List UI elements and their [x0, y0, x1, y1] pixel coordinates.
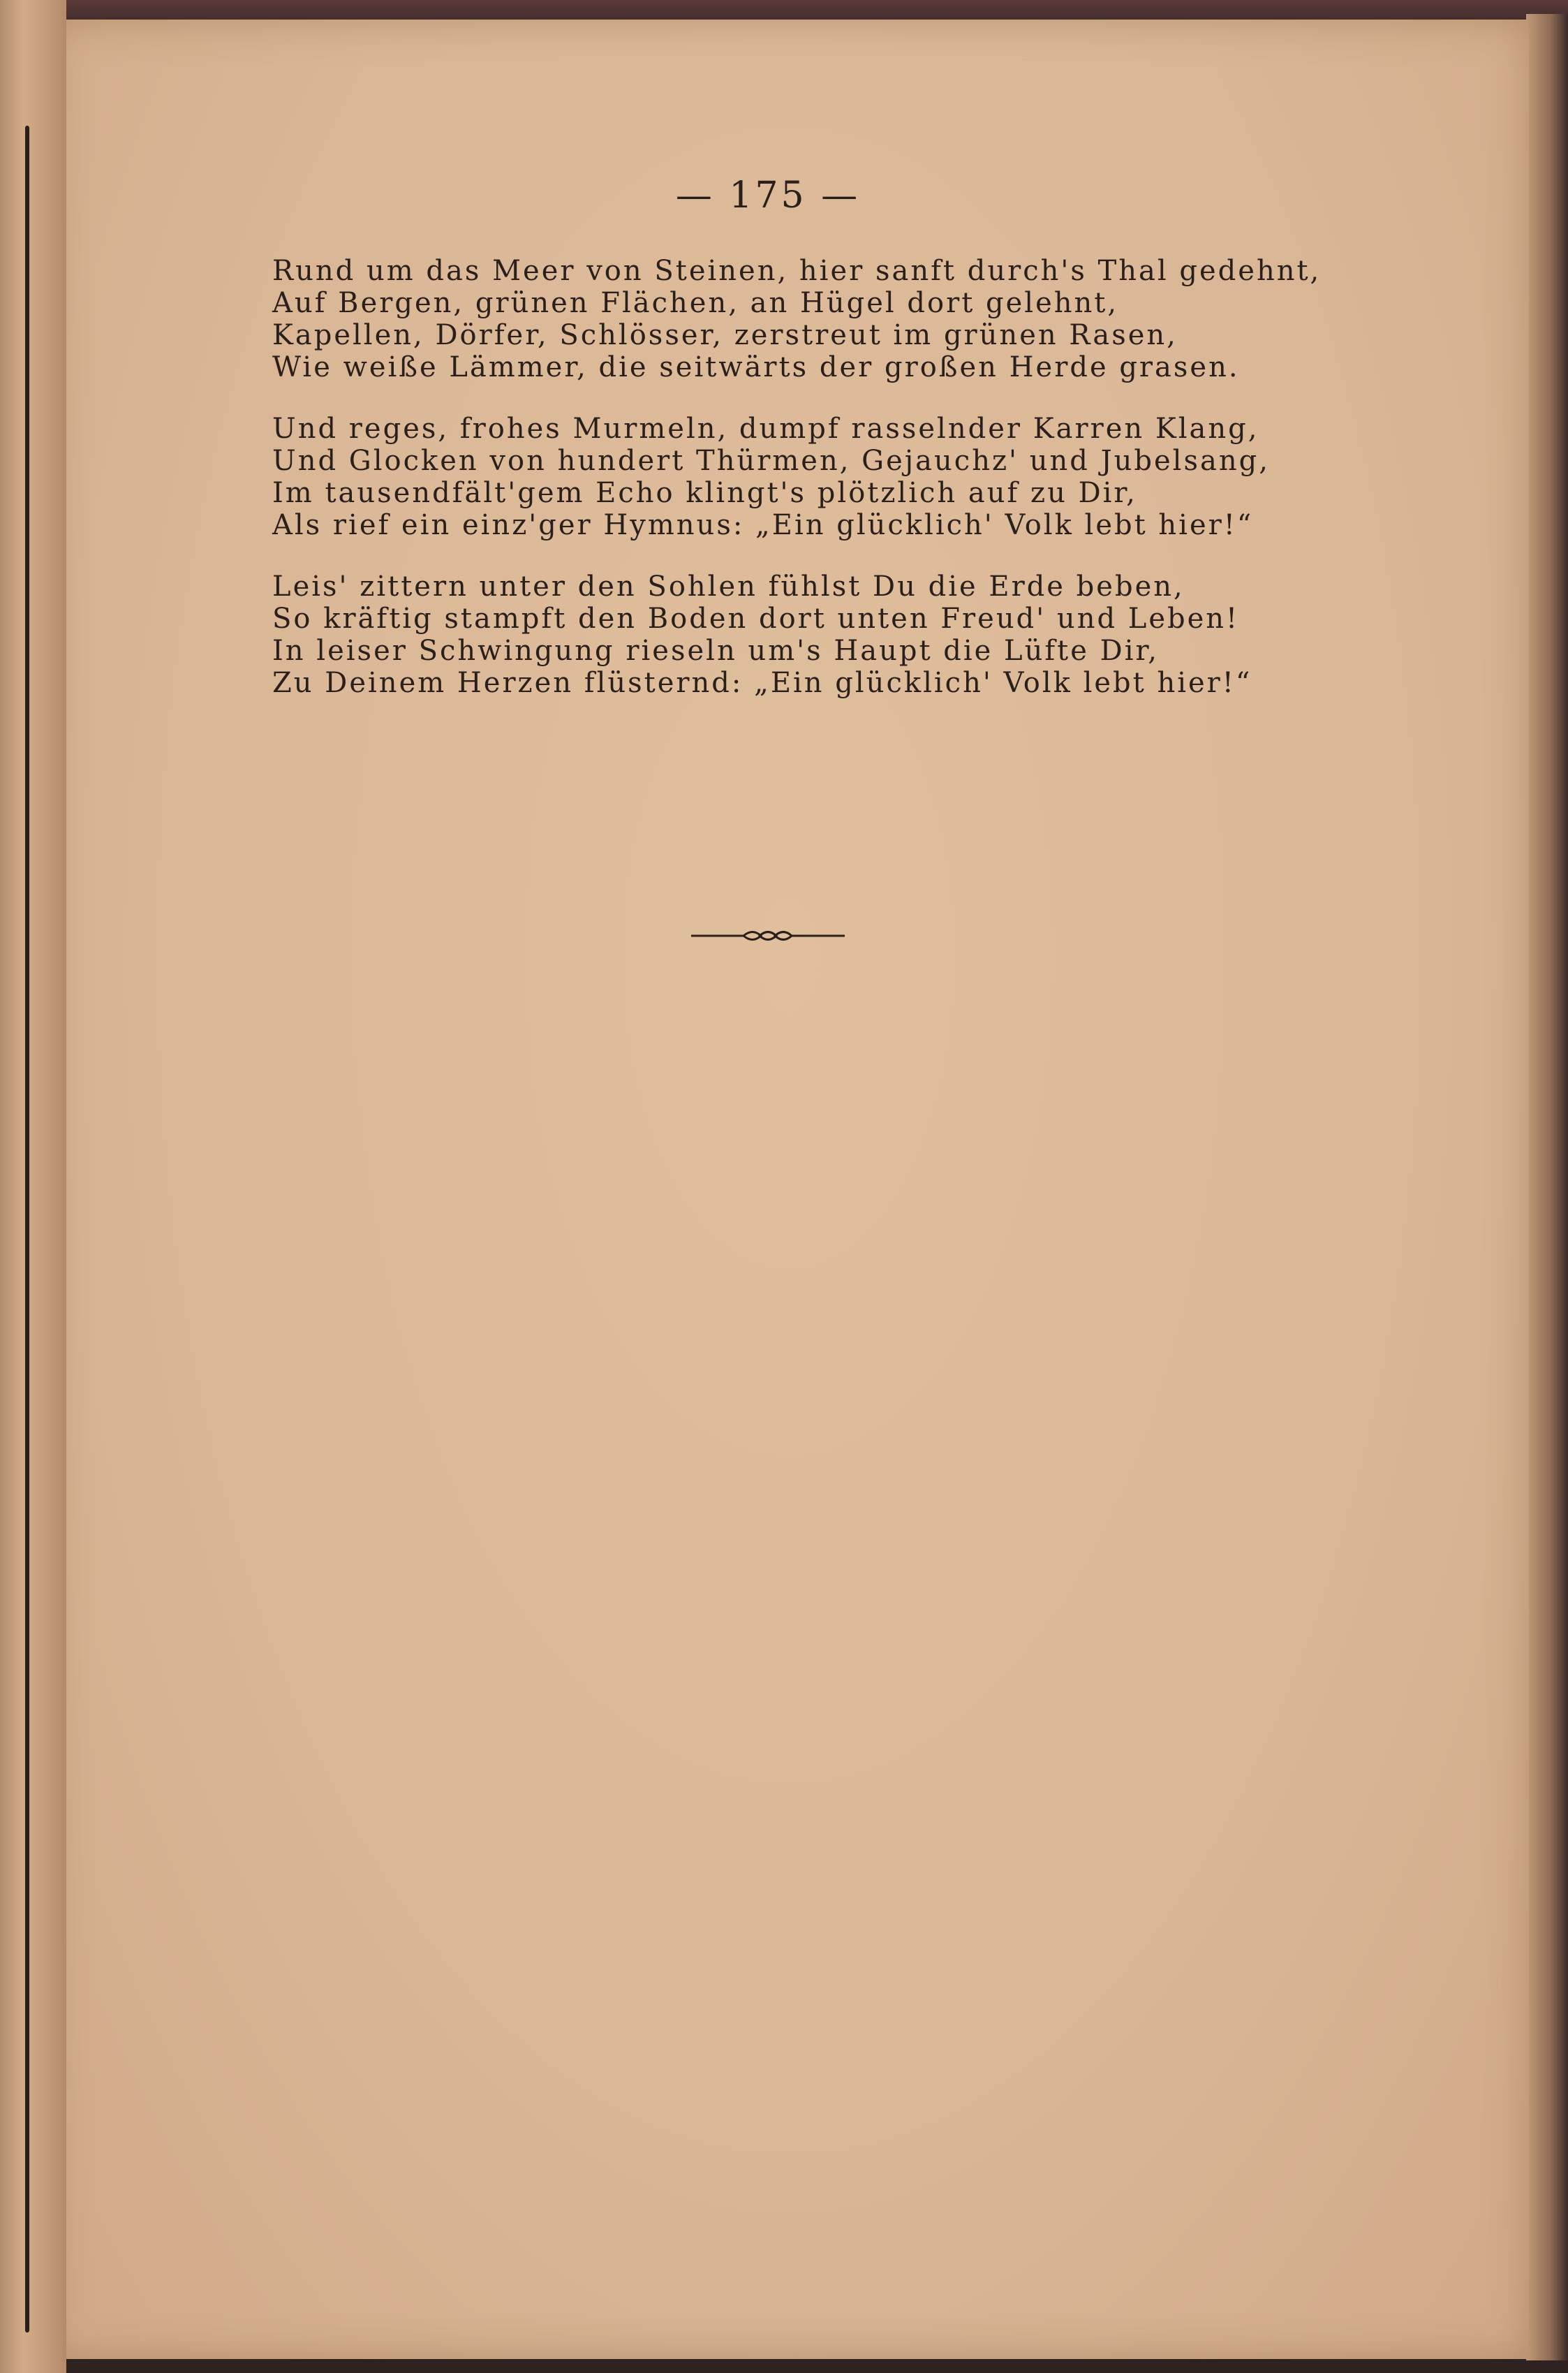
- verse-line: Kapellen, Dörfer, Schlösser, zerstreut im grünen Rasen,: [272, 319, 1178, 351]
- verse-line: So kräftig stampft den Boden dort unten Freud' und Leben!: [272, 603, 1240, 635]
- verse-line: Und reges, frohes Murmeln, dumpf rasselnder Karren Klang,: [272, 413, 1259, 445]
- poem: [272, 255, 1322, 728]
- verse-line: Wie weiße Lämmer, die seitwärts der großen Herde grasen.: [272, 351, 1240, 383]
- right-page-edge: [1526, 14, 1568, 2360]
- book-binding: [0, 0, 66, 2373]
- verse-line: Leis' zittern unter den Sohlen fühlst Du die Erde beben,: [272, 571, 1185, 603]
- verse-line: Zu Deinem Herzen flüsternd: „Ein glücklich' Volk lebt hier!“: [272, 667, 1252, 699]
- stanza: [272, 413, 1319, 541]
- verse-line: In leiser Schwingung rieseln um's Haupt die Lüfte Dir,: [272, 635, 1159, 667]
- verse-line: Im tausendfält'gem Echo klingt's plötzlich auf zu Dir,: [272, 477, 1137, 509]
- stanza: [272, 571, 1319, 699]
- verse-line: Auf Bergen, grünen Flächen, an Hügel dort gelehnt,: [272, 287, 1119, 319]
- page-number: — 175 —: [675, 175, 861, 216]
- binding-thread: [25, 126, 29, 2332]
- stanza: [272, 255, 1322, 383]
- verse-line: Als rief ein einz'ger Hymnus: „Ein glücklich' Volk lebt hier!“: [272, 509, 1254, 541]
- verse-line: Rund um das Meer von Steinen, hier sanft durch's Thal gedehnt,: [272, 255, 1322, 287]
- verse-line: Und Glocken von hundert Thürmen, Gejauchz' und Jubelsang,: [272, 445, 1270, 477]
- fleuron-divider-icon: [691, 925, 845, 946]
